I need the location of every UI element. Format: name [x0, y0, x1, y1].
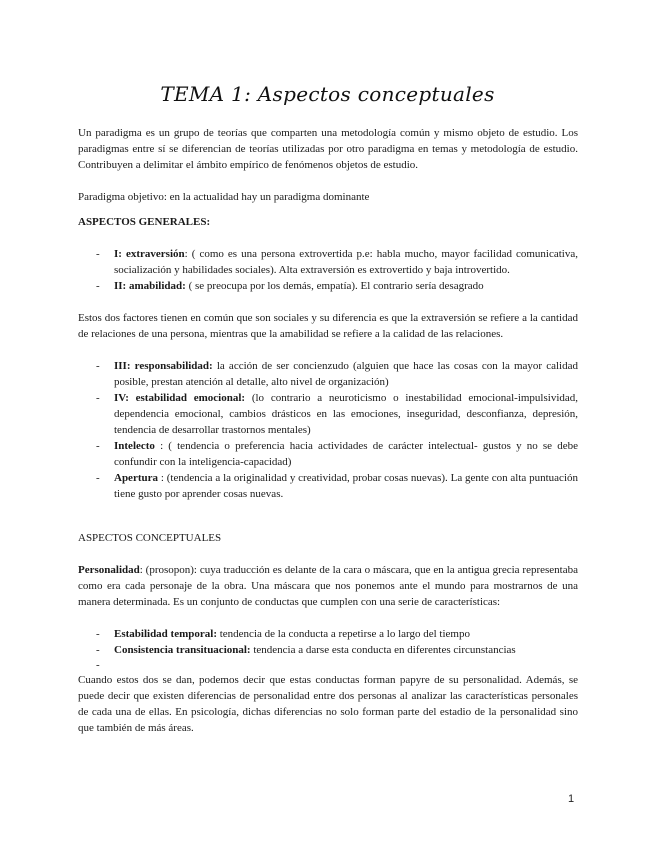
list-item-term: I: extraversión — [114, 248, 185, 260]
list-item-term: Consistencia transituacional: — [114, 644, 251, 656]
personalidad-term: Personalidad — [78, 564, 140, 576]
list-item-term: II: amabilidad: — [114, 280, 186, 292]
personalidad-text: : (prosopon): cuya traducción es delante de la cara o máscara, que en la antigua grecia representaba como era cada personaje de la obra. Una máscara que nos ponemos ante el mundo para mostrarnos de una manera determinada. Es un conjunto de conductas que cumplen con una serie de características: — [78, 564, 578, 608]
factor-list-2 — [78, 358, 578, 502]
list-item — [78, 390, 578, 438]
list-dash: - — [96, 659, 100, 671]
list-item-text: : ( como es una persona extrovertida p.e: habla mucho, mayor facilidad comunicativa, socialización y habilidades sociales). Alta extraversión es extrovertido y baja introvertido. — [114, 248, 578, 276]
list-item-text: (lo contrario a neuroticismo o inestabilidad emocional-impulsividad, dependencia emocional, cambios drásticos en las emociones, inseguridad, desconfianza, depresión, tendencia de desarrollar trastornos mentales) — [114, 392, 579, 436]
list-item — [78, 246, 578, 278]
section-heading-conceptuales: ASPECTOS CONCEPTUALES — [78, 532, 222, 544]
list-item-term: III: responsabilidad: — [114, 360, 213, 372]
list-item-text: tendencia a darse esta conducta en diferentes circunstancias — [250, 644, 516, 656]
list-item — [78, 278, 578, 294]
empty-list-item — [78, 658, 578, 672]
list-item-text: ( se preocupa por los demás, empatía). El contrario sería desagrado — [185, 280, 484, 292]
page-title: TEMA 1: Aspectos conceptuales — [160, 82, 495, 106]
list-item-text: tendencia de la conducta a repetirse a lo largo del tiempo — [216, 628, 470, 640]
document-body — [78, 125, 578, 736]
intro-paragraph: Un paradigma es un grupo de teorías que comparten una metodología común y mismo objeto de estudio. Los paradigmas entre sí se diferencian de teorías utilizadas por otro paradigma en temas y metodología de estudio. Contribuyen a delimitar el ámbito empírico de fenómenos objetos de estudio. — [78, 127, 578, 171]
list-item — [78, 642, 578, 658]
list-item-term: Apertura — [114, 472, 158, 484]
list-item-text: : (tendencia a la originalidad y creatividad, probar cosas nuevas). La gente con alta puntuación tiene gusto por aprender cosas nuevas. — [114, 472, 578, 500]
closing-paragraph: Cuando estos dos se dan, podemos decir que estas conductas forman papyre de su personalidad. Además, se puede decir que existen diferencias de personalidad entre dos personas al analizar las características personales de cada una de ellas. En psicología, dichas diferencias no solo forman parte del estadio de la personalidad sino que también de más áreas. — [78, 674, 578, 734]
characteristics-list — [78, 626, 578, 658]
list-item — [78, 470, 578, 502]
page-number: 1 — [568, 793, 575, 805]
section-heading-generales: ASPECTOS GENERALES: — [78, 216, 211, 228]
personalidad-paragraph — [78, 562, 578, 610]
list-item-term: Intelecto — [114, 440, 155, 452]
list-item — [78, 358, 578, 390]
list-item-term: IV: estabilidad emocional: — [114, 392, 246, 404]
factors-comparison-paragraph: Estos dos factores tienen en común que son sociales y su diferencia es que la extraversión se refiere a la cantidad de relaciones de una persona, mientras que la amabilidad se refiere a la calidad de las relaciones. — [78, 312, 578, 340]
list-item — [78, 626, 578, 642]
list-item-term: Estabilidad temporal: — [114, 628, 217, 640]
paradigma-objetivo-line: Paradigma objetivo: en la actualidad hay un paradigma dominante — [78, 191, 370, 203]
list-item — [78, 438, 578, 470]
factor-list-1 — [78, 246, 578, 294]
list-item-text: la acción de ser concienzudo (alguien que hace las cosas con la mayor calidad posible, prestan atención al detalle, alto nivel de organización) — [114, 360, 578, 388]
list-item-text: : ( tendencia o preferencia hacia actividades de carácter intelectual- gustos y no se debe confundir con la inteligencia-capacidad) — [114, 440, 578, 468]
